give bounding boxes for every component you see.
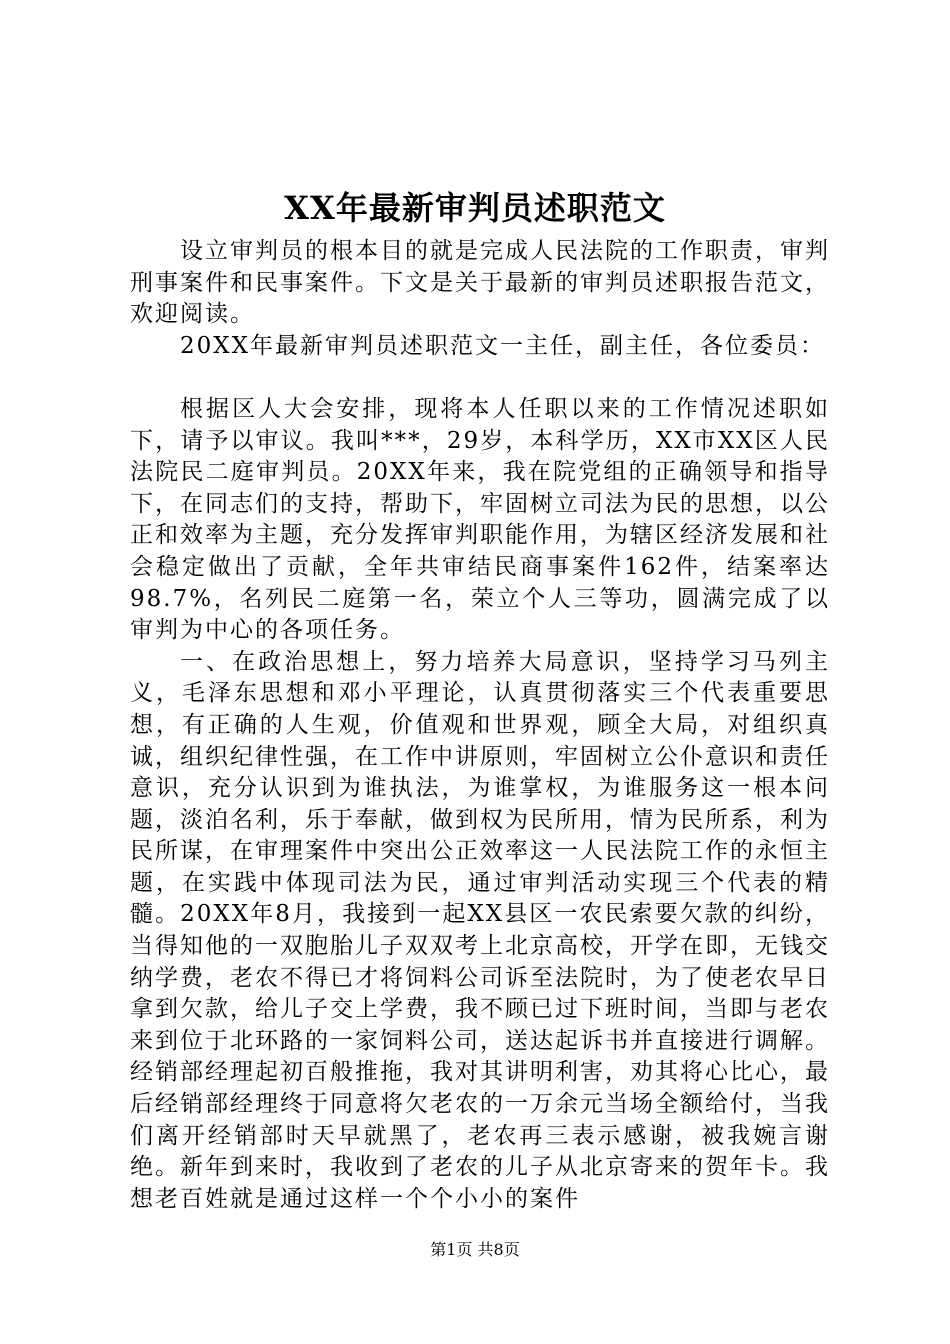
body-paragraph-summary: 根据区人大会安排，现将本人任职以来的工作情况述职如下，请予以审议。我叫***，29岁，本科学历，XX市XX区人民法院民二庭审判员。20XX年来，我在院党组的正确领导和指导下，在同志们的支持，帮助下，牢固树立司法为民的思想，以公正和效率为主题，充分发挥审判职能作用，为辖区经济发展和社会稳定做出了贡献，全年共审结民商事案件162件，结案率达98.7%，名列民二庭第一名，荣立个人三等功，圆满完成了以审判为中心的各项任务。 [130, 395, 830, 644]
paragraph-spacer [130, 362, 830, 394]
document-title: XX年最新审判员述职范文 [284, 189, 666, 227]
salutation-paragraph: 20XX年最新审判员述职范文一主任，副主任，各位委员： [180, 332, 826, 359]
page-number-footer: 第1页 共8页 [430, 1240, 520, 1259]
body-paragraph-political: 一、在政治思想上，努力培养大局意识，坚持学习马列主义，毛泽东思想和邓小平理论，认真贯彻落实三个代表重要思想，有正确的人生观，价值观和世界观，顾全大局，对组织真诚，组织纪律性强，在工作中讲原则，牢固树立公仆意识和责任意识，充分认识到为谁执法，为谁掌权，为谁服务这一根本问题，淡泊名利，乐于奉献，做到权为民所用，情为民所系，利为民所谋，在审理案件中突出公正效率这一人民法院工作的永恒主题，在实践中体现司法为民，通过审判活动实现三个代表的精髓。20XX年8月，我接到一起XX县区一农民索要欠款的纠纷，当得知他的一双胞胎儿子双双考上北京高校，开学在即，无钱交纳学费，老农不得已才将饲料公司诉至法院时，为了使老农早日拿到欠款，给儿子交上学费，我不顾已过下班时间，当即与老农来到位于北环路的一家饲料公司，送达起诉书并直接进行调解。经销部经理起初百般推拖，我对其讲明利害，劝其将心比心，最后经销部经理终于同意将欠老农的一万余元当场全额给付，当我们离开经销部时天早就黑了，老农再三表示感谢，被我婉言谢绝。新年到来时，我收到了老农的儿子从北京寄来的贺年卡。我想老百姓就是通过这样一个个小小的案件 [130, 648, 830, 1212]
intro-paragraph: 设立审判员的根本目的就是完成人民法院的工作职责，审判刑事案件和民事案件。下文是关于最新的审判员述职报告范文，欢迎阅读。 [130, 238, 830, 328]
document-body [130, 236, 830, 1215]
